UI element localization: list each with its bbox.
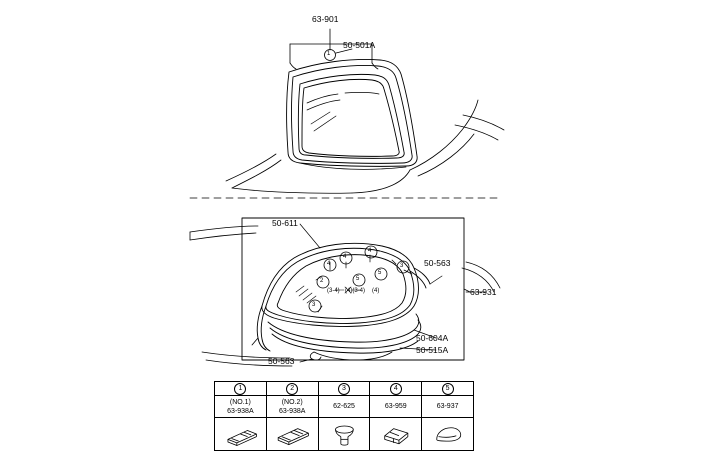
clip-wedge-icon (267, 418, 318, 450)
item-5-circle-b-label: 5 (378, 270, 382, 276)
legend-item-number: 3 (338, 383, 350, 395)
legend-code-cell (422, 396, 473, 418)
legend-part-code: 63-959 (384, 403, 407, 410)
legend-item-number: 2 (286, 383, 298, 395)
legend-note: (NO.2) (281, 398, 303, 406)
legend-column-1 (215, 382, 267, 450)
inner-mark-a: (3-4) (327, 288, 340, 294)
legend-table (214, 381, 474, 451)
grommet-icon (319, 418, 370, 450)
legend-number-cell (370, 382, 421, 396)
legend-part-code: 63-938A (278, 407, 306, 415)
legend-number-cell (215, 382, 266, 396)
part-number-50-563-right: 50-563 (424, 258, 451, 268)
legend-part-code: 62-625 (333, 403, 355, 410)
item-3-circle-left-label: 3 (312, 302, 316, 308)
legend-column-5 (422, 382, 473, 450)
legend-part-code: 63-938A (227, 407, 254, 415)
item-2-circle-label: 2 (320, 278, 324, 284)
item-4-circle-c-label: 4 (368, 248, 372, 254)
legend-code-cell (370, 396, 421, 418)
legend-column-4 (370, 382, 422, 450)
item-1-circle-label: 1 (327, 51, 331, 57)
part-number-50-501A: 50-501A (343, 40, 376, 50)
legend-part-code: 63-937 (436, 403, 459, 410)
legend-column-3 (319, 382, 371, 450)
legend-number-cell (422, 382, 473, 396)
legend-item-number: 4 (390, 383, 402, 395)
legend-code-cell (215, 396, 266, 418)
part-number-63-901: 63-901 (312, 14, 339, 24)
legend-number-cell (319, 382, 370, 396)
item-3-circle-right-label: 3 (400, 263, 404, 269)
item-5-circle-a-label: 5 (356, 276, 360, 282)
legend-column-2 (267, 382, 319, 450)
part-number-50-604A: 50-604A (416, 333, 449, 343)
legend-code-cell (319, 396, 370, 418)
cap-icon (422, 418, 473, 450)
clip-bracket-icon (370, 418, 421, 450)
inner-mark-c: (4) (372, 288, 380, 294)
legend-number-cell (267, 382, 318, 396)
item-4-circle-b-label: 4 (343, 254, 347, 260)
part-number-50-515A: 50-515A (416, 345, 449, 355)
legend-item-number: 1 (234, 383, 246, 395)
clip-wedge-icon (215, 418, 266, 450)
part-number-50-611: 50-611 (272, 218, 298, 228)
inner-mark-b: (4)(3-4) (345, 288, 366, 294)
legend-code-cell (267, 396, 318, 418)
legend-item-number: 5 (442, 383, 454, 395)
part-number-63-931: 63-931 (470, 287, 497, 297)
item-4-circle-a-label: 4 (327, 261, 331, 267)
part-number-50-563-left: 50-563 (268, 356, 295, 366)
legend-note: (NO.1) (229, 398, 251, 406)
